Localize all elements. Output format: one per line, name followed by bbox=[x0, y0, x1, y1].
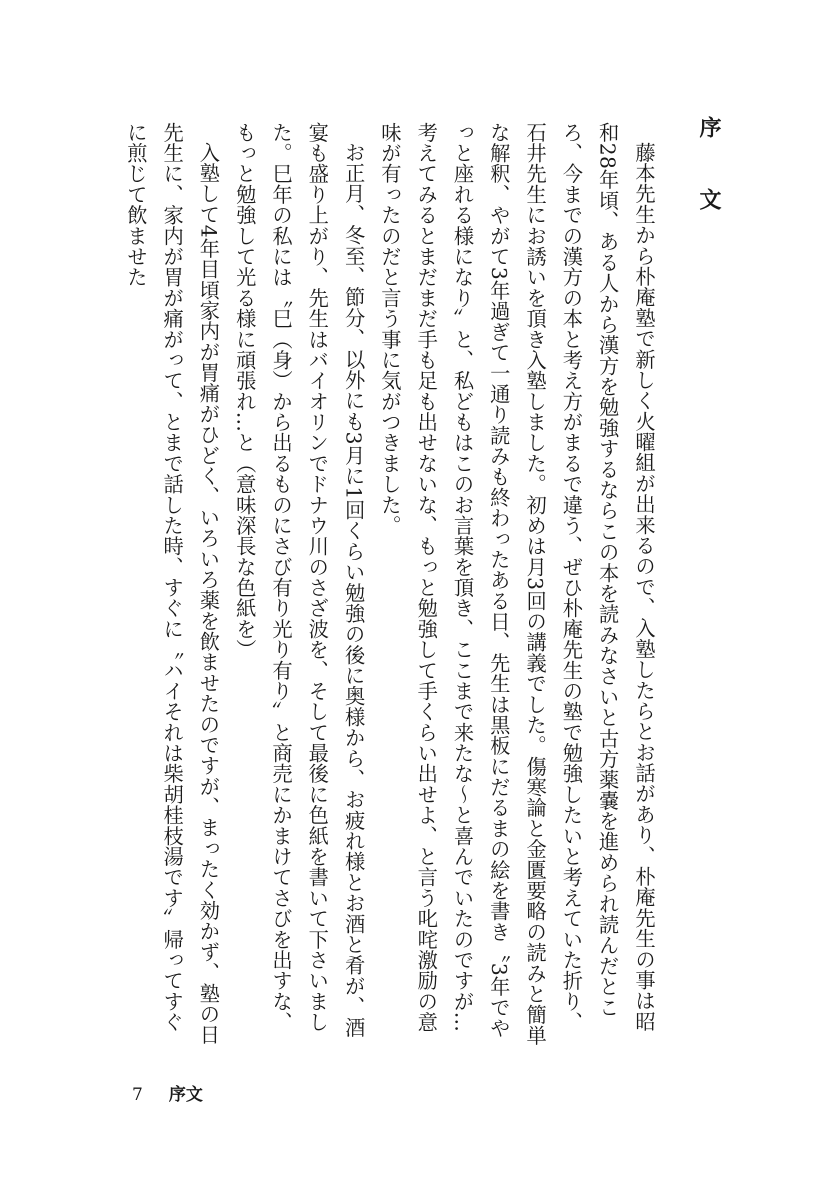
page-number: 7 bbox=[132, 1085, 143, 1105]
page-footer bbox=[132, 1080, 203, 1105]
section-title: 序 文 bbox=[696, 116, 722, 224]
paragraph: お正月、冬至、節分、以外にも3月に1回くらい勉強の後に奥様から、お疲れ様とお酒と肴が、酒宴も盛り上がり、先生はバイオリンでドナウ川のさざ波を、そして最後に色紙を書いて下さいました。巳年の私には〝巳（身）から出るものにさび有り光り有り〟と商売にかまけてさびを出すな、もっと勉強して光る様に頑張れ…と（意味深長な色紙を） bbox=[232, 122, 366, 1038]
paragraph: 入塾して4年目頃家内が胃痛がひどく、いろいろ薬を飲ませたのですが、まったく効かず、塾の日先生に、家内が胃が痛がって、とまで話した時、すぐに〝ハイそれは柴胡桂枝湯です〟帰ってすぐに煎じて飲ませた bbox=[123, 122, 221, 1046]
running-title: 序文 bbox=[168, 1085, 203, 1105]
paragraph: 藤本先生から朴庵塾で新しく火曜組が出来るので、入塾したらとお話があり、朴庵先生の事は昭和28年頃、ある人から漢方を勉強するならこの本を読みなさいと古方薬嚢を進められ読んだところ、今までの漢方の本と考え方がまるで違う、ぜひ朴庵先生の塾で勉強したいと考えていた折り、石井先生にお誘いを頂き入塾しました。初めは月3回の講義でした。傷寒論と金匱要略の読みと簡単な解釈、やがて3年過ぎて一通り読みも終わったある日、先生は黒板にだるまの絵を書き〝3年でやっと座れる様になり〟と、私どもはこのお言葉を頂き、ここまで来たな〜と喜んでいたのですが…考えてみるとまだまだ手も足も出せないな、もっと勉強して手くらい出せよ、と言う叱咤激励の意味が有ったのだと言う事に気がつきました。 bbox=[377, 122, 656, 1046]
body-text bbox=[118, 122, 662, 1052]
